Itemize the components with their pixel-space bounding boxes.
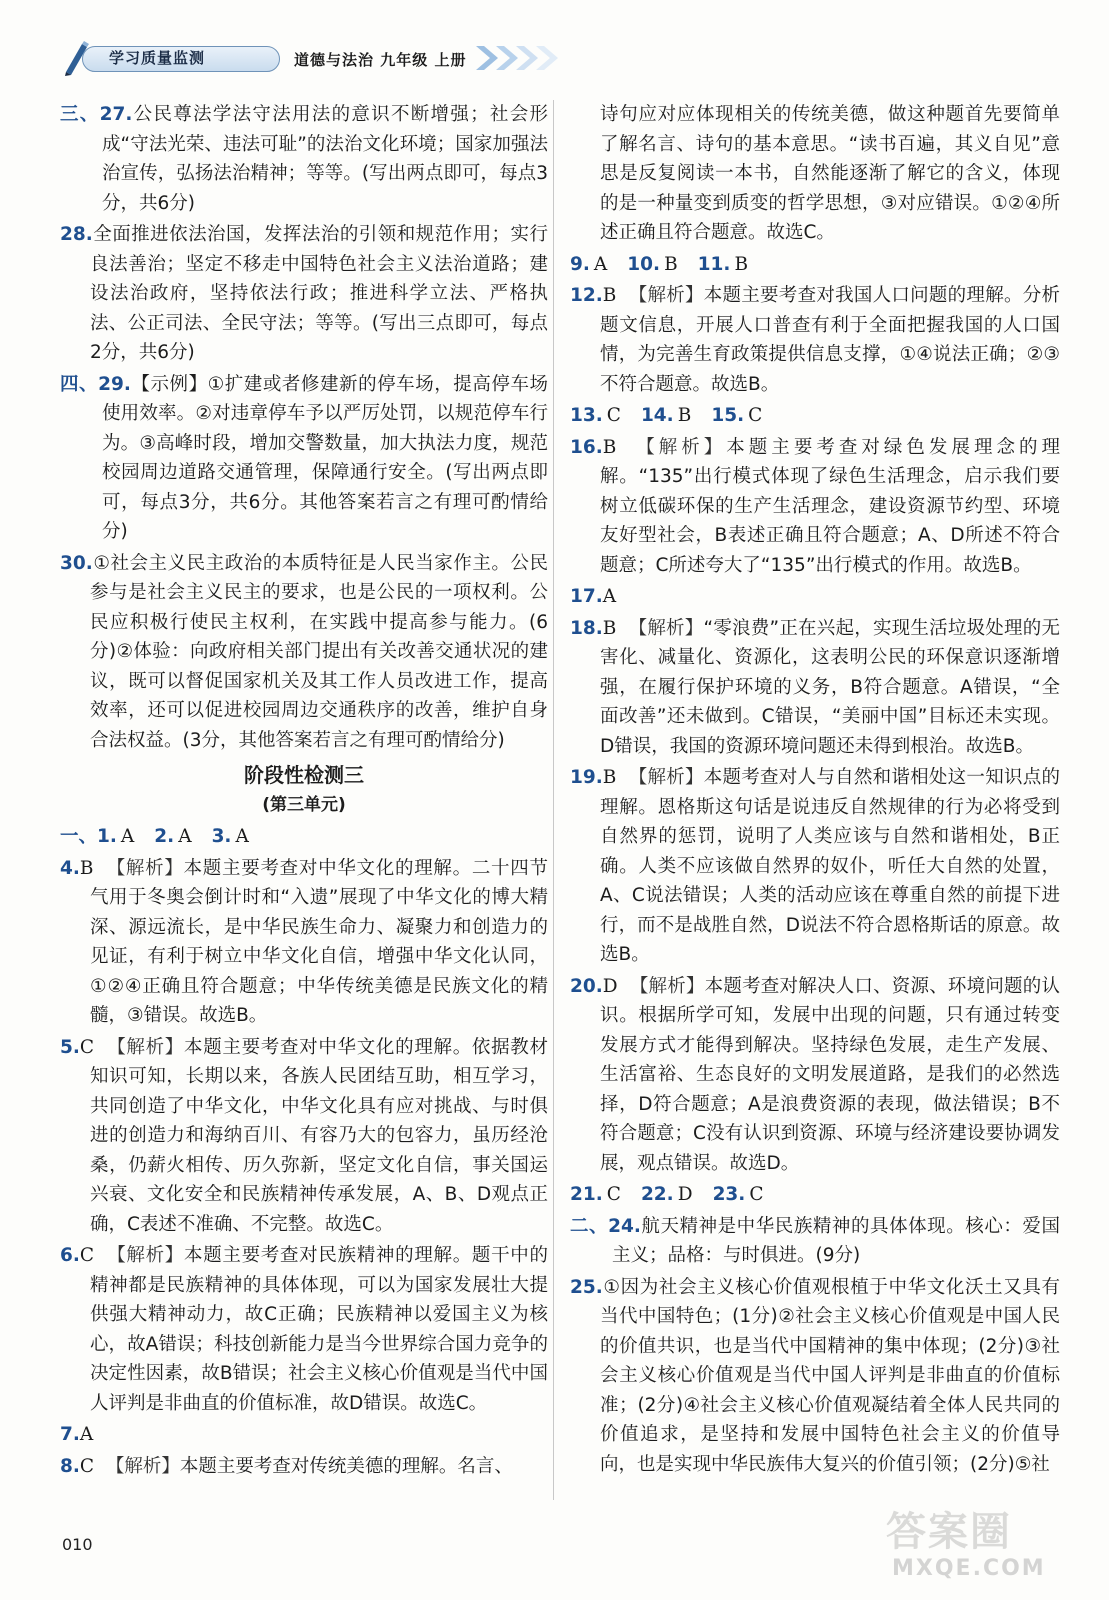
answer-27: 三、27.公民尊法学法守法用法的意识不断增强；社会形成“守法光荣、违法可耻”的法治文化环境；国家加强法治宣传，弘扬法治精神；等等。(写出两点即可，每点3分，共6分) [60,104,548,214]
section-subtitle: (第三单元) [262,794,346,815]
answer-18: 18.B 【解析】“零浪费”正在兴起，实现生活垃圾处理的无害化、减量化、资源化，这表明公民的环保意识逐渐增强，在履行保护环境的义务，B符合题意。A错误，“全面改善”还未做到。C错误，“美丽中国”目标还未实现。D错误，我国的资源环境问题还未得到根治。故选B。 [570,617,1060,757]
answer-19: 19.B 【解析】本题考查对人与自然和谐相处这一知识点的理解。恩格斯这句话是说违反自然规律的行为必将受到自然界的惩罚，说明了人类应该与自然和谐相处，B正确。人类不应该做自然界的奴仆，听任大自然的处置，A、C说法错误；人类的活动应该在尊重自然的前提下进行，而不是战胜自然，D说法不符合恩格斯话的原意。故选B。 [570,767,1060,965]
answer-8: 8.C 【解析】本题主要考查对传统美德的理解。名言、 [60,1455,513,1477]
answer-12: 12.B 【解析】本题主要考查对我国人口问题的理解。分析题文信息，开展人口普查有利于全面把握我国的人口国情，为完善生育政策提供信息支撑，①④说法正确；②③不符合题意。故选B。 [570,285,1060,395]
answer-21-23: 21. C 22. D 23. C [570,1184,764,1205]
chevron-decoration-icon [474,42,574,74]
answer-29: 四、29.【示例】①扩建或者修建新的停车场，提高停车场使用效率。②对违章停车予以严厉处罚，以规范停车行为。③高峰时段，增加交警数量，加大执法力度，规范校园周边道路交通管理，保障通行安全。(写出两点即可，每点3分，共6分。其他答案若言之有理可酌情给分) [60,373,548,542]
answer-5: 5.C 【解析】本题主要考查对中华文化的理解。依据教材知识可知，长期以来，各族人民团结互助，相互学习，共同创造了中华文化，中华文化具有应对挑战、与时俱进的创造力和海纳百川、有容乃大的包容力，虽历经沧桑，仍薪火相传、历久弥新，坚定文化自信，事关国运兴衰、文化安全和民族精神传承发展，A、B、D观点正确，C表述不准确、不完整。故选C。 [60,1036,548,1235]
section-title: 阶段性检测三 [244,763,364,787]
answer-30: 30.①社会主义民主政治的本质特征是人民当家作主。公民参与是社会主义民主的要求，也是公民的一项权利。公民应积极行使民主权利，在实践中提高参与能力。(6分)②体验：向政府相关部门提出有关改善交通状况的建议，既可以督促国家机关及其工作人员改进工作，提高效率，还可以促进校园周边交通秩序的改善，维护自身合法权益。(3分，其他答案若言之有理可酌情给分) [60,552,548,751]
answer-20: 20.D 【解析】本题考查对解决人口、资源、环境问题的认识。根据所学可知，发展中出现的问题，只有通过转变发展方式才能得到解决。坚持绿色发展，走生产发展、生活富裕、生态良好的文明发展道路，是我们的必然选择，D符合题意；A是浪费资源的表现，做法错误；B不符合题意；C没有认识到资源、环境与经济建设要协调发展，观点错误。故选D。 [570,975,1060,1174]
left-column [60,100,548,1483]
answer-28: 28.全面推进依法治国，发挥法治的引领和规范作用；实行良法善治；坚定不移走中国特色社会主义法治道路；建设法治政府，坚持依法行政；推进科学立法、严格执法、公正司法、全民守法；等等。(写出三点即可，每点2分，共6分) [60,224,548,363]
right-column [570,100,1060,1481]
brand-label: 学习质量监测 [82,46,280,72]
answer-8-continued: 诗句应对应体现相关的传统美德，做这种题首先要简单了解名言、诗句的基本意思。“读书百遍，其义自见”意思是反复阅读一本书，自然能逐渐了解它的含义，体现的是一种量变到质变的哲学思想，③对应错误。①②④所述正确且符合题意。故选C。 [600,104,1060,243]
watermark-text: MXQE.COM [892,1556,1046,1581]
answer-17: 17.A [570,586,617,607]
answer-24: 二、24.航天精神是中华民族精神的具体体现。核心：爱国主义；品格：与时俱进。(9分) [570,1215,1060,1266]
answer-4: 4.B 【解析】本题主要考查对中华文化的理解。二十四节气用于冬奥会倒计时和“入遗”展现了中华文化的博大精深、源远流长，是中华民族生命力、凝聚力和创造力的见证，有利于树立中华文化自信，增强中华文化认同，①②④正确且符合题意；中华传统美德是民族文化的精髓，③错误。故选B。 [60,857,548,1026]
answer-6: 6.C 【解析】本题主要考查对民族精神的理解。题干中的精神都是民族精神的具体体现，可以为国家发展壮大提供强大精神动力，故C正确；民族精神以爱国主义为核心，故A错误；科技创新能力是当今世界综合国力竞争的决定性因素，故B错误；社会主义核心价值观是当代中国人评判是非曲直的价值标准，故D错误。故选C。 [60,1245,548,1414]
answer-16: 16.B 【解析】本题主要考查对绿色发展理念的理解。“135”出行模式体现了绿色生活理念，启示我们要树立低碳环保的生产生活理念，建设资源节约型、环境友好型社会，B表述正确且符合题意；A、D所述不符合题意；C所述夸大了“135”出行模式的作用。故选B。 [570,436,1060,576]
watermark-logo [880,1500,1080,1590]
page-header [62,38,502,78]
answer-9-11: 9. A 10. B 11. B [570,253,749,275]
answer-25: 25.①因为社会主义核心价值观根植于中华文化沃土又具有当代中国特色；(1分)②社会主义核心价值观是中国人民的价值共识，也是当代中国精神的集中体现；(2分)③社会主义核心价值观是当代中国人评判是非曲直的价值标准；(2分)④社会主义核心价值观凝结着全体人民共同的价值追求，是坚持和发展中国特色社会主义的价值导向，也是实现中华民族伟大复兴的价值引领；(2分)⑤社 [570,1276,1060,1475]
subject-label: 道德与法治 九年级 上册 [294,51,467,69]
answer-1-3: 一、1. A 2. A 3. A [60,826,249,847]
column-divider [553,100,554,1500]
page-number: 010 [62,1535,93,1554]
answer-13-15: 13. C 14. B 15. C [570,405,763,426]
watermark-glyphs: 答案圈 [886,1509,1012,1555]
answer-7: 7.A [60,1424,94,1445]
